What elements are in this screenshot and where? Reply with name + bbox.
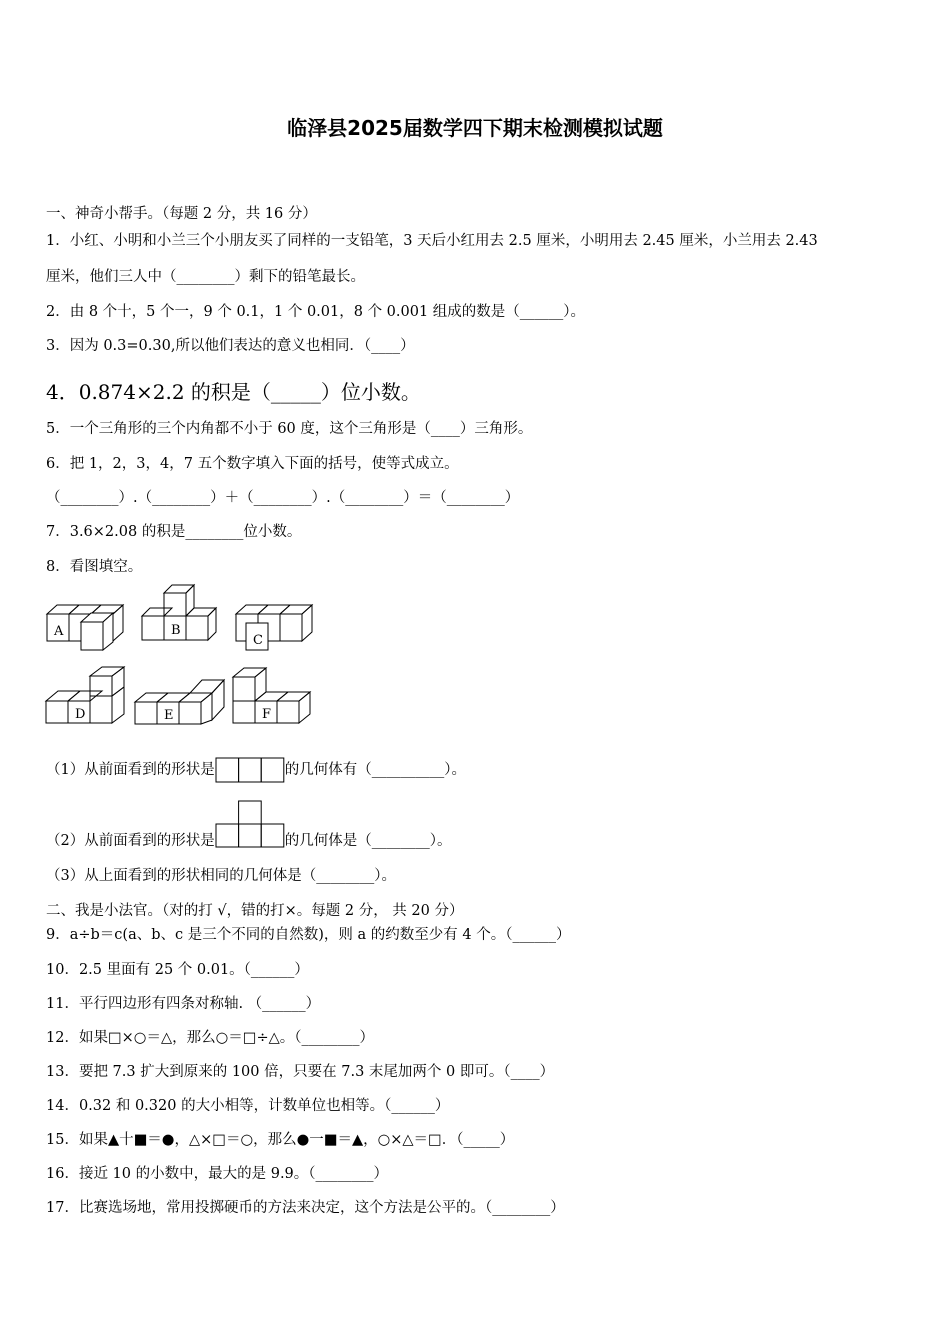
question-6: 6．把 1，2，3，4，7 五个数字填入下面的括号，使等式成立。 xyxy=(46,456,459,472)
solid-figure-a xyxy=(47,605,123,650)
question-4: 4．0.874×2.2 的积是（_____）位小数。 xyxy=(46,380,421,404)
page-title: 临泽县2025届数学四下期末检测模拟试题 xyxy=(287,116,663,140)
question-12: 12．如果□×○＝△，那么○＝□÷△。（________） xyxy=(46,1030,375,1046)
solid-figures-row xyxy=(44,580,334,730)
question-1-line-1: 1．小红、小明和小兰三个小朋友买了同样的一支铅笔，3 天后小红用去 2.5 厘米，小明用去 2.45 厘米，小兰用去 2.43 xyxy=(46,233,818,249)
question-16: 16．接近 10 的小数中，最大的是 9.9。（________） xyxy=(46,1166,389,1182)
front-view-three-squares-icon xyxy=(215,757,285,783)
question-8-part-3: （3）从上面看到的形状相同的几何体是（________）。 xyxy=(46,868,396,884)
q8-1-prefix: （1）从前面看到的形状是 xyxy=(46,762,215,778)
solid-figure-e xyxy=(135,680,224,724)
question-17: 17．比赛选场地，常用投掷硬币的方法来决定，这个方法是公平的。（________） xyxy=(46,1200,565,1216)
question-13: 13．要把 7.3 扩大到原来的 100 倍，只要在 7.3 末尾加两个 0 即可。（____） xyxy=(46,1064,555,1080)
question-15: 15．如果▲十■＝●，△×□＝○，那么●一■＝▲，○×△＝□．（_____） xyxy=(46,1132,515,1148)
question-5: 5．一个三角形的三个内角都不小于 60 度，这个三角形是（____）三角形。 xyxy=(46,421,533,437)
question-8: 8．看图填空。 xyxy=(46,559,143,575)
question-6-equation: （________）.（________）＋（________）.（________）＝（________） xyxy=(46,490,520,506)
question-3: 3．因为 0.3=0.30,所以他们表达的意义也相同．（____） xyxy=(46,338,415,354)
question-9: 9．a÷b＝c(a、b、c 是三个不同的自然数)，则 a 的约数至少有 4 个。（______） xyxy=(46,927,571,943)
question-8-part-1 xyxy=(46,757,466,783)
question-1-line-2: 厘米，他们三人中（________）剩下的铅笔最长。 xyxy=(46,269,365,285)
label-d: D xyxy=(75,707,86,722)
label-b: B xyxy=(171,623,181,638)
front-view-t-shape-icon xyxy=(215,800,285,848)
q8-2-prefix: （2）从前面看到的形状是 xyxy=(46,833,215,849)
solid-figure-f xyxy=(233,668,310,723)
question-11: 11．平行四边形有四条对称轴. （______） xyxy=(46,996,321,1012)
question-7: 7．3.6×2.08 的积是________位小数。 xyxy=(46,524,302,540)
solid-figure-d xyxy=(46,667,124,723)
question-2: 2．由 8 个十，5 个一，9 个 0.1，1 个 0.01，8 个 0.001 组成的数是（______）。 xyxy=(46,304,586,320)
solid-figure-c xyxy=(236,605,312,650)
q8-2-suffix: 的几何体是（________）。 xyxy=(284,833,452,849)
label-a: A xyxy=(54,624,64,639)
label-c: C xyxy=(253,633,263,648)
question-8-part-2 xyxy=(46,800,451,848)
question-10: 10．2.5 里面有 25 个 0.01。（______） xyxy=(46,962,309,978)
q8-1-suffix: 的几何体有（__________）。 xyxy=(284,762,466,778)
label-e: E xyxy=(164,708,174,723)
section-2-heading: 二、我是小法官。（对的打 √，错的打×。每题 2 分， 共 20 分） xyxy=(46,903,464,919)
section-1-heading: 一、神奇小帮手。（每题 2 分，共 16 分） xyxy=(46,206,317,222)
question-14: 14．0.32 和 0.320 的大小相等，计数单位也相等。（______） xyxy=(46,1098,450,1114)
label-f: F xyxy=(262,707,272,722)
solid-figure-b xyxy=(142,585,216,640)
